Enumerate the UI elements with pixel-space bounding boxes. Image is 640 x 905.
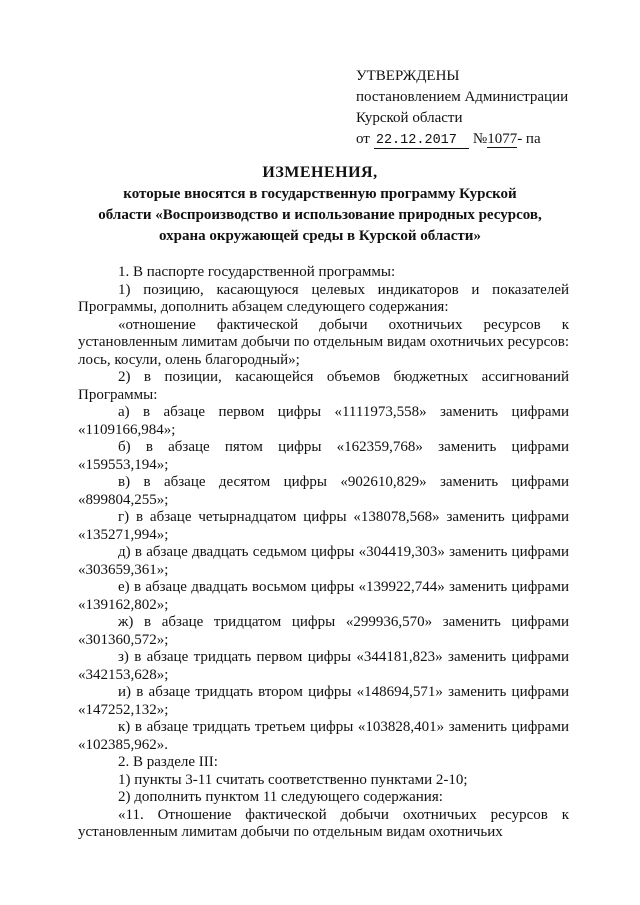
approval-number: 1077 [487,131,518,147]
paragraph: ж) в абзаце тридцатом цифры «299936,570» заменить цифрами «301360,572»; [78,614,569,648]
approval-line: постановлением Администрации [356,89,569,105]
paragraph: 2) дополнить пунктом 11 следующего содержания: [118,789,443,805]
approval-line: Курской области [356,110,463,126]
paragraph: з) в абзаце тридцать первом цифры «344181,823» заменить цифрами «342153,628»; [78,649,569,683]
paragraph: «отношение фактической добычи охотничьих ресурсов к установленным лимитам добычи по отдельным видам охотничьих ресурсов: лось, косули, олень благородный»; [78,316,569,368]
title-line: охрана окружающей среды в Курской области» [159,228,481,244]
paragraph: в) в абзаце десятом цифры «902610,829» заменить цифрами «899804,255»; [78,474,569,508]
paragraph: 2) в позиции, касающейся объемов бюджетных ассигнований Программы: [78,369,569,403]
paragraph: 1) позицию, касающуюся целевых индикаторов и показателей Программы, дополнить абзацем следующего содержания: [78,281,569,315]
approval-ot: от [356,131,370,147]
document-title [60,162,580,247]
paragraph: и) в абзаце тридцать втором цифры «148694,571» заменить цифрами «147252,132»; [78,684,569,718]
document-body [78,264,569,842]
approval-date: 22.12.2017 [374,133,469,149]
title-heading: ИЗМЕНЕНИЯ, [262,164,378,181]
paragraph: 1. В паспорте государственной программы: [118,264,396,280]
paragraph: а) в абзаце первом цифры «1111973,558» заменить цифрами «1109166,984»; [78,404,569,438]
approval-date-line [356,129,626,150]
approval-suffix: - па [517,131,541,147]
title-line: области «Воспроизводство и использование природных ресурсов, [98,207,542,223]
paragraph: к) в абзаце тридцать третьем цифры «103828,401» заменить цифрами «102385,962». [78,719,569,753]
paragraph: 1) пункты 3-11 считать соответственно пунктами 2-10; [118,771,468,788]
paragraph: 2. В разделе III: [118,754,218,770]
paragraph: б) в абзаце пятом цифры «162359,768» заменить цифрами «159553,194»; [78,439,569,473]
paragraph: г) в абзаце четырнадцатом цифры «138078,568» заменить цифрами «135271,994»; [78,509,569,543]
paragraph: д) в абзаце двадцать седьмом цифры «304419,303» заменить цифрами «303659,361»; [78,544,569,578]
approval-heading: УТВЕРЖДЕНЫ [356,68,460,84]
approval-number-sign: № [472,131,488,147]
paragraph: е) в абзаце двадцать восьмом цифры «139922,744» заменить цифрами «139162,802»; [78,579,569,613]
paragraph: «11. Отношение фактической добычи охотничьих ресурсов к установленным лимитам добычи по отдельным видам охотничьих [78,806,569,840]
approval-block [356,66,626,150]
title-line: которые вносятся в государственную программу Курской [123,186,517,202]
